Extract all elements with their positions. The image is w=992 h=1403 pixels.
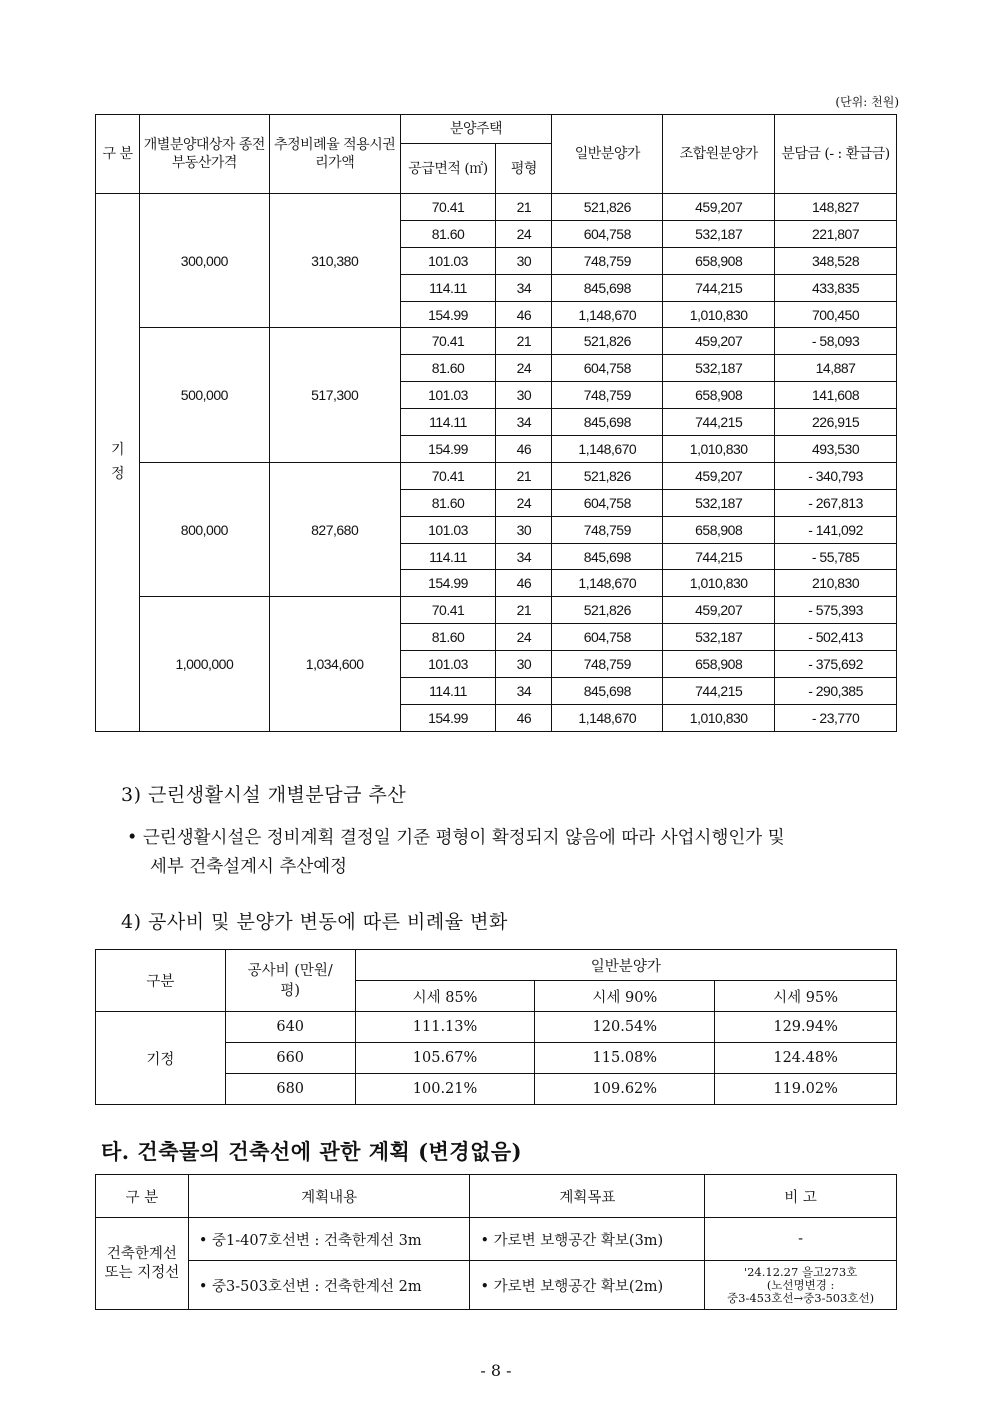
t2-header-general: 일반분양가 bbox=[355, 950, 896, 981]
table-cell: 81.60 bbox=[400, 624, 496, 651]
table-row bbox=[96, 597, 897, 624]
table-cell: 744,215 bbox=[663, 678, 775, 705]
table-cell: 154.99 bbox=[400, 570, 496, 597]
table-cell: 604,758 bbox=[552, 624, 663, 651]
table-cell: 348,528 bbox=[775, 247, 897, 274]
table-cell: 154.99 bbox=[400, 704, 496, 731]
header-general-price: 일반분양가 bbox=[552, 115, 663, 194]
table-cell: 433,835 bbox=[775, 274, 897, 301]
table-cell: 658,908 bbox=[663, 516, 775, 543]
t3-header: 비 고 bbox=[705, 1175, 897, 1218]
t3-note-line: '24.12.27 을고273호 bbox=[743, 1264, 858, 1279]
table-cell: 1,148,670 bbox=[552, 436, 663, 463]
t3-category: 건축한계선 또는 지정선 bbox=[96, 1218, 189, 1310]
table-cell: - 141,092 bbox=[775, 516, 897, 543]
table-cell: 30 bbox=[496, 651, 552, 678]
table-cell: 1,010,830 bbox=[663, 570, 775, 597]
table-row bbox=[96, 328, 897, 355]
t2-cell: 660 bbox=[225, 1043, 355, 1074]
table-cell: 141,608 bbox=[775, 382, 897, 409]
table-cell: 30 bbox=[496, 516, 552, 543]
table-cell: 21 bbox=[496, 462, 552, 489]
table-cell: 30 bbox=[496, 247, 552, 274]
table-cell: - 575,393 bbox=[775, 597, 897, 624]
table-cell: 521,826 bbox=[552, 194, 663, 221]
t2-cell: 124.48% bbox=[715, 1043, 897, 1074]
table-cell: - 23,770 bbox=[775, 704, 897, 731]
table-cell: 46 bbox=[496, 704, 552, 731]
estimated-value-cell: 1,034,600 bbox=[269, 597, 400, 731]
t2-header-col: 시세 85% bbox=[355, 981, 535, 1012]
table-cell: 46 bbox=[496, 570, 552, 597]
table-cell: 221,807 bbox=[775, 220, 897, 247]
table-cell: 1,010,830 bbox=[663, 704, 775, 731]
table-cell: 114.11 bbox=[400, 543, 496, 570]
table-cell: - 340,793 bbox=[775, 462, 897, 489]
building-line-table bbox=[95, 1174, 897, 1310]
table-cell: 14,887 bbox=[775, 355, 897, 382]
table-cell: 748,759 bbox=[552, 382, 663, 409]
table-cell: 114.11 bbox=[400, 274, 496, 301]
page-number: - 8 - bbox=[480, 1361, 512, 1380]
table-cell: 81.60 bbox=[400, 220, 496, 247]
table-cell: - 267,813 bbox=[775, 489, 897, 516]
table-cell: 748,759 bbox=[552, 651, 663, 678]
t2-cell: 129.94% bbox=[715, 1012, 897, 1043]
table-cell: 604,758 bbox=[552, 489, 663, 516]
unit-label: (단위: 천원) bbox=[835, 95, 899, 109]
table-cell: 1,148,670 bbox=[552, 570, 663, 597]
table-cell: 459,207 bbox=[663, 328, 775, 355]
table-cell: 154.99 bbox=[400, 301, 496, 328]
table-cell: 459,207 bbox=[663, 462, 775, 489]
table-cell: 459,207 bbox=[663, 194, 775, 221]
table-cell: 532,187 bbox=[663, 220, 775, 247]
t3-note-line: 중3-453호선→중3-503호선) bbox=[727, 1290, 875, 1305]
contribution-table bbox=[95, 114, 897, 732]
table-cell: 493,530 bbox=[775, 436, 897, 463]
table-cell: 1,010,830 bbox=[663, 301, 775, 328]
table-cell: 845,698 bbox=[552, 274, 663, 301]
estimated-value-cell: 310,380 bbox=[269, 194, 400, 328]
t2-cell: 640 bbox=[225, 1012, 355, 1043]
category-cell: 기 정 bbox=[96, 194, 140, 732]
table-cell: 114.11 bbox=[400, 409, 496, 436]
table-row bbox=[96, 462, 897, 489]
table-cell: 845,698 bbox=[552, 543, 663, 570]
table-cell: 658,908 bbox=[663, 651, 775, 678]
table-cell: 658,908 bbox=[663, 382, 775, 409]
t2-cell: 100.21% bbox=[355, 1074, 535, 1105]
table-cell: 114.11 bbox=[400, 678, 496, 705]
prev-value-cell: 800,000 bbox=[139, 462, 269, 596]
table-cell: 101.03 bbox=[400, 651, 496, 678]
estimated-value-cell: 827,680 bbox=[269, 462, 400, 596]
table-cell: 459,207 bbox=[663, 597, 775, 624]
table-cell: 24 bbox=[496, 624, 552, 651]
table-cell: 24 bbox=[496, 355, 552, 382]
table-cell: 845,698 bbox=[552, 678, 663, 705]
table-cell: 70.41 bbox=[400, 328, 496, 355]
section-ta-title: 타. 건축물의 건축선에 관한 계획 (변경없음) bbox=[101, 1139, 523, 1164]
t2-category: 기정 bbox=[96, 1012, 226, 1105]
t2-cell: 119.02% bbox=[715, 1074, 897, 1105]
table-cell: 226,915 bbox=[775, 409, 897, 436]
table-cell: - 375,692 bbox=[775, 651, 897, 678]
table-cell: 744,215 bbox=[663, 274, 775, 301]
table-cell: 46 bbox=[496, 436, 552, 463]
table-cell: 34 bbox=[496, 678, 552, 705]
table-cell: - 55,785 bbox=[775, 543, 897, 570]
table-cell: - 502,413 bbox=[775, 624, 897, 651]
t2-header-col: 시세 95% bbox=[715, 981, 897, 1012]
table-cell: 604,758 bbox=[552, 355, 663, 382]
t2-cell: 111.13% bbox=[355, 1012, 535, 1043]
t3-content: • 중3-503호선변 : 건축한계선 2m bbox=[188, 1261, 470, 1310]
prev-value-cell: 300,000 bbox=[139, 194, 269, 328]
t2-header-cost: 공사비 (만원/평) bbox=[225, 950, 355, 1012]
table-cell: 34 bbox=[496, 543, 552, 570]
t3-goal: • 가로변 보행공간 확보(2m) bbox=[470, 1261, 705, 1310]
header-estimated-value: 추정비례율 적용시권리가액 bbox=[269, 115, 400, 194]
table-cell: 521,826 bbox=[552, 597, 663, 624]
table-cell: 1,148,670 bbox=[552, 301, 663, 328]
table-cell: 748,759 bbox=[552, 247, 663, 274]
table-cell: 658,908 bbox=[663, 247, 775, 274]
table-cell: 744,215 bbox=[663, 543, 775, 570]
t2-cell: 115.08% bbox=[535, 1043, 715, 1074]
t2-header-gubun: 구분 bbox=[96, 950, 226, 1012]
ratio-table bbox=[95, 949, 897, 1105]
table-cell: 24 bbox=[496, 220, 552, 247]
t3-goal: • 가로변 보행공간 확보(3m) bbox=[470, 1218, 705, 1261]
t2-cell: 109.62% bbox=[535, 1074, 715, 1105]
table-cell: 148,827 bbox=[775, 194, 897, 221]
table-cell: 101.03 bbox=[400, 516, 496, 543]
table-cell: 24 bbox=[496, 489, 552, 516]
t3-header: 계획내용 bbox=[188, 1175, 470, 1218]
table-cell: 521,826 bbox=[552, 462, 663, 489]
section-3-bullet-cont: 세부 건축설계시 추산예정 bbox=[150, 857, 348, 877]
table-cell: 81.60 bbox=[400, 489, 496, 516]
table-cell: 81.60 bbox=[400, 355, 496, 382]
section-3-bullet: • 근린생활시설은 정비계획 결정일 기준 평형이 확정되지 않음에 따라 사업시행인가 및 bbox=[127, 828, 785, 848]
t3-note bbox=[705, 1261, 897, 1310]
table-cell: - 58,093 bbox=[775, 328, 897, 355]
estimated-value-cell: 517,300 bbox=[269, 328, 400, 462]
table-cell: 34 bbox=[496, 409, 552, 436]
table-cell: 30 bbox=[496, 382, 552, 409]
table-cell: 101.03 bbox=[400, 247, 496, 274]
table-cell: 604,758 bbox=[552, 220, 663, 247]
table-cell: 21 bbox=[496, 597, 552, 624]
table-cell: 744,215 bbox=[663, 409, 775, 436]
t2-cell: 105.67% bbox=[355, 1043, 535, 1074]
section-3-title: 3) 근린생활시설 개별분담금 추산 bbox=[121, 784, 407, 806]
table-cell: 154.99 bbox=[400, 436, 496, 463]
header-pyeong: 평형 bbox=[496, 144, 552, 194]
table-cell: 1,148,670 bbox=[552, 704, 663, 731]
t2-cell: 680 bbox=[225, 1074, 355, 1105]
header-supply-area: 공급면적 (㎡) bbox=[400, 144, 496, 194]
table-cell: 210,830 bbox=[775, 570, 897, 597]
table-cell: 532,187 bbox=[663, 489, 775, 516]
table-cell: 70.41 bbox=[400, 462, 496, 489]
table-cell: 46 bbox=[496, 301, 552, 328]
table-cell: 1,010,830 bbox=[663, 436, 775, 463]
table-cell: 70.41 bbox=[400, 194, 496, 221]
header-contribution: 분담금 (- : 환급금) bbox=[775, 115, 897, 194]
table-cell: 70.41 bbox=[400, 597, 496, 624]
table-cell: 700,450 bbox=[775, 301, 897, 328]
t2-cell: 120.54% bbox=[535, 1012, 715, 1043]
table-cell: 21 bbox=[496, 194, 552, 221]
table-row bbox=[96, 194, 897, 221]
t3-content: • 중1-407호선변 : 건축한계선 3m bbox=[188, 1218, 470, 1261]
header-prev-value: 개별분양대상자 종전부동산가격 bbox=[139, 115, 269, 194]
table-cell: - 290,385 bbox=[775, 678, 897, 705]
prev-value-cell: 1,000,000 bbox=[139, 597, 269, 731]
section-4-title: 4) 공사비 및 분양가 변동에 따른 비례율 변화 bbox=[121, 911, 508, 933]
header-housing: 분양주택 bbox=[400, 115, 552, 144]
header-gubun: 구 분 bbox=[96, 115, 140, 194]
t3-note: - bbox=[705, 1218, 897, 1261]
header-member-price: 조합원분양가 bbox=[663, 115, 775, 194]
table-cell: 101.03 bbox=[400, 382, 496, 409]
table-cell: 34 bbox=[496, 274, 552, 301]
t3-header: 구 분 bbox=[96, 1175, 189, 1218]
table-cell: 845,698 bbox=[552, 409, 663, 436]
table-cell: 532,187 bbox=[663, 355, 775, 382]
t3-header: 계획목표 bbox=[470, 1175, 705, 1218]
table-cell: 748,759 bbox=[552, 516, 663, 543]
t3-note-line: (노선명변경 : bbox=[766, 1277, 835, 1292]
t2-header-col: 시세 90% bbox=[535, 981, 715, 1012]
prev-value-cell: 500,000 bbox=[139, 328, 269, 462]
table-cell: 532,187 bbox=[663, 624, 775, 651]
table-cell: 521,826 bbox=[552, 328, 663, 355]
table-cell: 21 bbox=[496, 328, 552, 355]
